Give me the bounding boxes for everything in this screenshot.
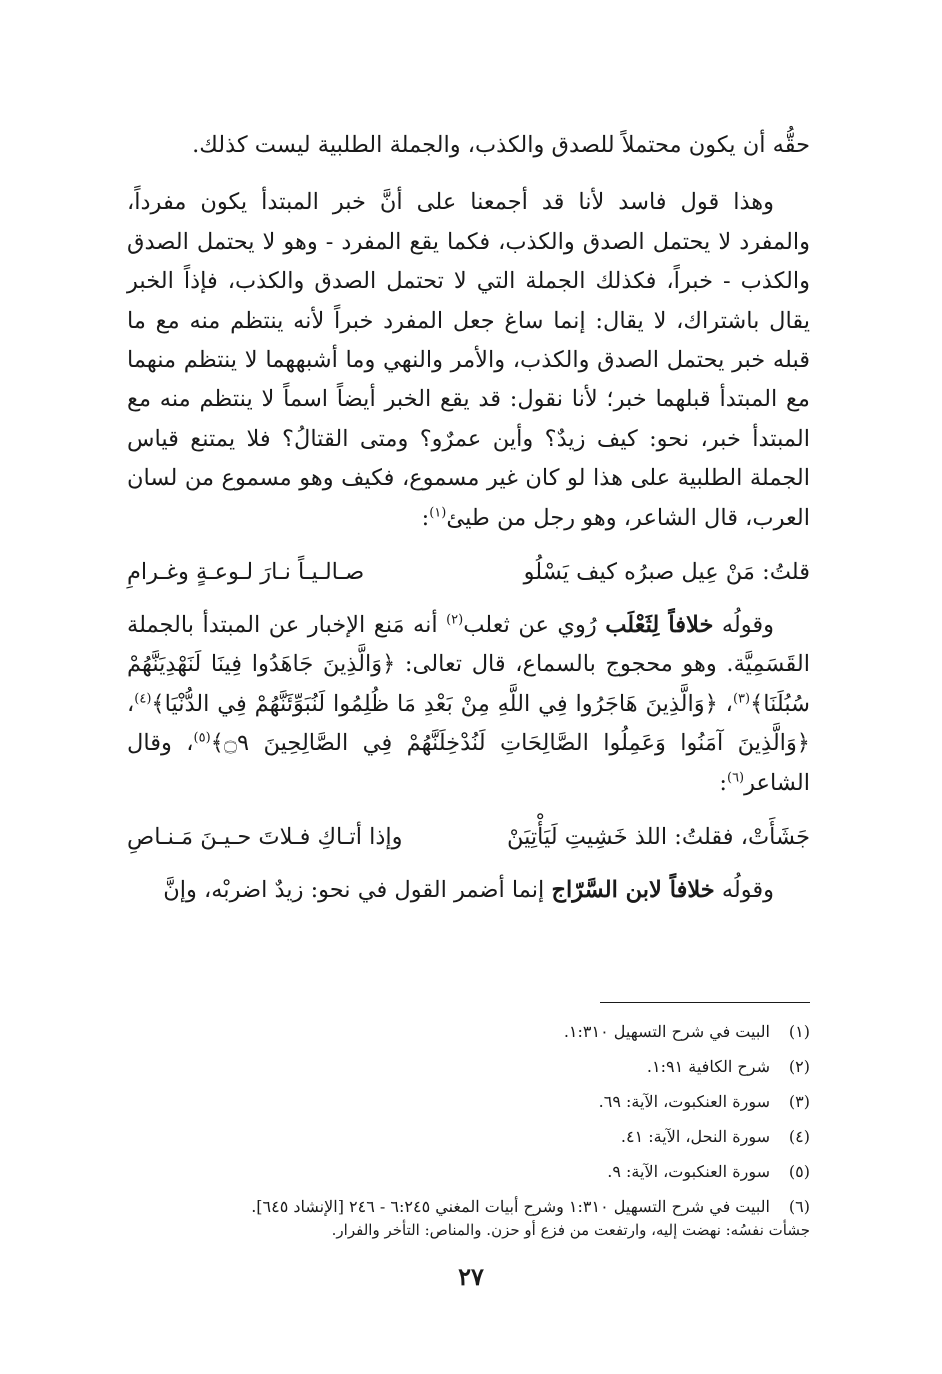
footnote-ref-6[interactable]: (٦) — [726, 770, 745, 786]
footnote-number: (١) — [788, 1022, 810, 1041]
footnote-number: (٥) — [788, 1162, 810, 1181]
paragraph-3-end: : — [719, 769, 727, 796]
verse-1 — [127, 552, 810, 592]
footnote-text: سورة العنكبوت، الآية: ٩. — [607, 1162, 770, 1181]
page-number: ٢٧ — [458, 1262, 484, 1291]
paragraph-3-text-d: ، ﴿وَالَّذِينَ هَاجَرُوا فِي اللَّهِ مِنْ بَعْدِ مَا ظُلِمُوا لَنُبَوِّئَنَّهُمْ فِي الدُّنْيَا﴾ — [151, 690, 733, 717]
footnote-number: (٣) — [788, 1092, 810, 1111]
paragraph-3-text-f: ، وقال الشاعر — [127, 730, 810, 796]
paragraph-2-end: : — [421, 504, 430, 531]
footnote-1 — [127, 1014, 810, 1049]
footnote-text: سورة العنكبوت، الآية: ٦٩. — [598, 1092, 770, 1111]
paragraph-1-text: حقُّه أن يكون محتملاً للصدق والكذب، والجملة الطلبية ليست كذلك. — [192, 132, 810, 158]
verse-1-first-hemistich: قلتُ: مَنْ عِيل صبرُه كيف يَسْلُو — [523, 559, 810, 586]
footnotes — [127, 1014, 810, 1242]
verse-2 — [127, 817, 810, 857]
paragraph-3-text-b: رُوي عن ثعلب — [463, 612, 597, 639]
main-text — [127, 126, 810, 911]
paragraph-2-text: وهذا قول فاسد لأنا قد أجمعنا على أنَّ خبر المبتدأ يكون مفرداً، والمفرد لا يحتمل الصدق والكذب، فكما يقع المفرد - وهو لا يحتمل الصدق والكذب - خبراً، فكذلك الجملة التي لا تحتمل الصدق والكذب، فإذاً الخبر يقال باشتراك، لا يقال: إنما ساغ جعل المفرد خبراً لأنه ينتظم منه مع ما قبله خبر يحتمل الصدق والكذب، والأمر والنهي وما أشبههما لا ينتظم منهما مع المبتدأ قبلهما خبر؛ لأنا نقول: قد يقع الخبر أيضاً اسماً لا ينتظم منه مع المبتدأ خبر، نحو: كيف زيدٌ؟ وأين عمرٌو؟ ومتى القتالُ؟ فلا يمتنع قياس الجملة الطلبية على هذا لو كان غير مسموع، فكيف وهو مسموع من لسان العرب، قال الشاعر، وهو رجل من طيئ — [127, 189, 810, 531]
footnote-text: سورة النحل، الآية: ٤١. — [620, 1127, 770, 1146]
footnote-4 — [127, 1119, 810, 1154]
footnote-ref-1[interactable]: (١) — [429, 505, 447, 521]
footnote-text: شرح الكافية ١:٩١. — [646, 1057, 770, 1076]
footnote-2 — [127, 1049, 810, 1084]
paragraph-1 — [127, 126, 810, 165]
verse-2-second-hemistich: وإذا أتـاكِ فـلاتَ حـيـنَ مَـنـاصِ — [127, 824, 403, 851]
verse-2-first-hemistich: جَشَأَتْ، فقلتُ: اللذ خَشِيتِ لَيَأْتِيَنْ — [506, 824, 810, 851]
footnote-ref-4[interactable]: (٤) — [134, 691, 152, 707]
footnote-ref-5[interactable]: (٥) — [193, 730, 211, 746]
paragraph-4-text-b: إنما أضمر القول في نحو: زيدٌ اضربْه، وإنَّ — [163, 877, 545, 904]
paragraph-2 — [127, 183, 810, 538]
paragraph-3-text-e: ، ﴿وَالَّذِينَ آمَنُوا وَعَمِلُوا الصَّالِحَاتِ لَنُدْخِلَنَّهُمْ فِي الصَّالِحِينَ ۝٩﴾ — [127, 690, 810, 757]
footnote-ref-2[interactable]: (٢) — [446, 612, 464, 628]
verse-1-second-hemistich: صـالـيـاً نـارَ لـوعـةٍ وغـرامِ — [127, 559, 365, 586]
paragraph-3-text-a: وقولُه — [721, 612, 775, 639]
footnote-number: (٢) — [788, 1057, 810, 1076]
paragraph-3 — [127, 606, 810, 803]
paragraph-4 — [127, 871, 810, 910]
footnote-text: البيت في شرح التسهيل ١:٣١٠ وشرح أبيات المغني ٦:٢٤٥ - ٢٤٦ [الإنشاد ٦٤٥]. — [251, 1197, 770, 1216]
footnote-text: البيت في شرح التسهيل ١:٣١٠. — [563, 1022, 770, 1041]
footnote-number: (٤) — [788, 1127, 810, 1146]
footnote-divider — [600, 1002, 810, 1003]
footnote-3 — [127, 1084, 810, 1119]
paragraph-4-text-a: وقولُه — [721, 877, 774, 904]
paragraph-3-text-c: أنه مَنع الإخبار عن المبتدأ بالجملة القَسَمِيَّة. وهو محجوج بالسماع، قال تعالى: ﴿وَالَّذِينَ جَاهَدُوا فِينَا لَنَهْدِيَنَّهُمْ سُبُلَنَا﴾ — [127, 612, 810, 717]
footnote-6-continuation: جشأت نفسُه: نهضت إليه، وارتفعت من فزع أو حزن. والمناص: التأخر والفرار. — [331, 1221, 810, 1239]
footnote-ref-3[interactable]: (٣) — [732, 691, 751, 707]
footnote-number: (٦) — [788, 1197, 810, 1216]
footnote-5 — [127, 1154, 810, 1189]
paragraph-4-bold-phrase: خلافاً لابن السَّرّاج — [551, 877, 715, 904]
paragraph-3-bold-phrase: خلافاً لِثَعْلَب — [605, 612, 714, 639]
